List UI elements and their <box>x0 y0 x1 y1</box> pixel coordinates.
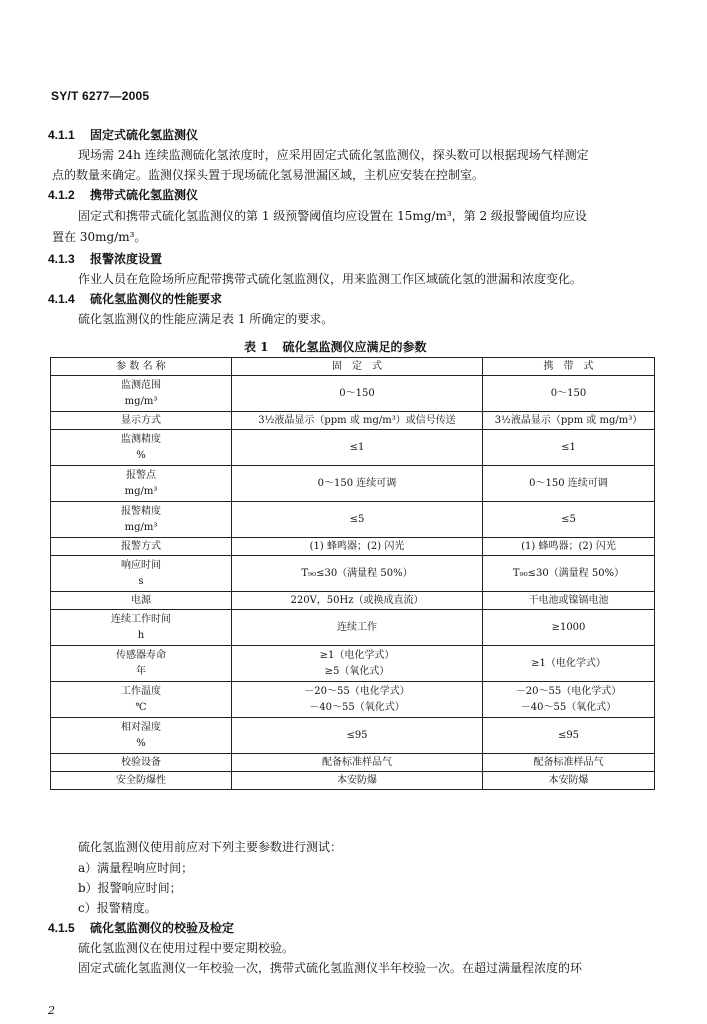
param-name: 校验设备 <box>51 754 232 772</box>
param-name: 报警精度 mg/m³ <box>51 502 232 538</box>
fixed-value: T₉₀≤30（满量程 50%） <box>232 556 483 592</box>
table-row <box>51 430 655 466</box>
portable-value: 本安防爆 <box>483 772 655 790</box>
section-4-1-3-heading: 4.1.3 报警浓度设置 <box>48 252 163 266</box>
fixed-value: 0～150 <box>232 376 483 412</box>
header-fixed: 固 定 式 <box>232 358 483 376</box>
fixed-value: ≤5 <box>232 502 483 538</box>
param-name: 电源 <box>51 592 232 610</box>
param-name: 安全防爆性 <box>51 772 232 790</box>
header-param-name: 参 数 名 称 <box>51 358 232 376</box>
fixed-value: 220V，50Hz（或换成直流） <box>232 592 483 610</box>
portable-value: －20～55（电化学式） －40～55（氧化式） <box>483 682 655 718</box>
fixed-value: ≤1 <box>232 430 483 466</box>
param-name: 响应时间 s <box>51 556 232 592</box>
portable-value: 3½液晶显示（ppm 或 mg/m³） <box>483 412 655 430</box>
table-header-row <box>51 358 655 376</box>
section-4-1-1-line-1: 现场需 24h 连续监测硫化氢浓度时，应采用固定式硫化氢监测仪，探头数可以根据现场气样测定 <box>78 148 589 162</box>
param-name: 报警方式 <box>51 538 232 556</box>
fixed-value: (1) 蜂鸣器；(2) 闪光 <box>232 538 483 556</box>
param-name: 监测范围 mg/m³ <box>51 376 232 412</box>
section-4-1-3-line-1: 作业人员在危险场所应配带携带式硫化氢监测仪，用来监测工作区域硫化氢的泄漏和浓度变化。 <box>78 272 583 286</box>
param-name: 监测精度 % <box>51 430 232 466</box>
portable-value: ≤5 <box>483 502 655 538</box>
header-portable: 携 带 式 <box>483 358 655 376</box>
parameter-table <box>50 357 655 790</box>
section-4-1-5-line-2: 固定式硫化氢监测仪一年校验一次，携带式硫化氢监测仪半年校验一次。在超过满量程浓度的环 <box>78 961 583 975</box>
table-row <box>51 754 655 772</box>
fixed-value: 3½液晶显示（ppm 或 mg/m³）或信号传送 <box>232 412 483 430</box>
table-row <box>51 502 655 538</box>
param-name: 工作温度 ℃ <box>51 682 232 718</box>
table-row <box>51 718 655 754</box>
section-4-1-1-heading: 4.1.1 固定式硫化氢监测仪 <box>48 128 199 142</box>
portable-value: 0～150 <box>483 376 655 412</box>
section-4-1-5-line-1: 硫化氢监测仪在使用过程中要定期校验。 <box>78 941 295 955</box>
page-number: 2 <box>48 1004 55 1017</box>
table-row <box>51 538 655 556</box>
param-name: 相对湿度 % <box>51 718 232 754</box>
table-row <box>51 610 655 646</box>
fixed-value: －20～55（电化学式） －40～55（氧化式） <box>232 682 483 718</box>
fixed-value: ≥1（电化学式） ≥5（氧化式） <box>232 646 483 682</box>
fixed-value: 连续工作 <box>232 610 483 646</box>
list-item: c）报警精度。 <box>78 901 157 915</box>
list-item: b）报警响应时间； <box>78 881 182 895</box>
table-caption: 表 1 硫化氢监测仪应满足的参数 <box>244 340 427 354</box>
table-row <box>51 556 655 592</box>
list-item: a）满量程响应时间； <box>78 861 194 875</box>
table-row <box>51 772 655 790</box>
table-row <box>51 682 655 718</box>
section-4-1-2-heading: 4.1.2 携带式硫化氢监测仪 <box>48 188 199 202</box>
portable-value: 配备标准样品气 <box>483 754 655 772</box>
portable-value: ≤1 <box>483 430 655 466</box>
fixed-value: 本安防爆 <box>232 772 483 790</box>
section-4-1-1-line-2: 点的数量来确定。监测仪探头置于现场硫化氢易泄漏区域，主机应安装在控制室。 <box>52 168 485 182</box>
portable-value: ≥1000 <box>483 610 655 646</box>
table-row <box>51 412 655 430</box>
section-4-1-5-heading: 4.1.5 硫化氢监测仪的校验及检定 <box>48 921 235 935</box>
portable-value: ≥1（电化学式） <box>483 646 655 682</box>
portable-value: (1) 蜂鸣器；(2) 闪光 <box>483 538 655 556</box>
fixed-value: 0～150 连续可调 <box>232 466 483 502</box>
section-4-1-4-heading: 4.1.4 硫化氢监测仪的性能要求 <box>48 292 223 306</box>
standard-code-header: SY/T 6277—2005 <box>51 89 150 103</box>
param-name: 显示方式 <box>51 412 232 430</box>
table-row <box>51 466 655 502</box>
fixed-value: 配备标准样品气 <box>232 754 483 772</box>
portable-value: ≤95 <box>483 718 655 754</box>
portable-value: T₉₀≤30（满量程 50%） <box>483 556 655 592</box>
param-name: 连续工作时间 h <box>51 610 232 646</box>
portable-value: 干电池或镍镉电池 <box>483 592 655 610</box>
table-row <box>51 376 655 412</box>
param-name: 报警点 mg/m³ <box>51 466 232 502</box>
table-row <box>51 592 655 610</box>
section-4-1-2-line-1: 固定式和携带式硫化氢监测仪的第 1 级预警阈值均应设置在 15mg/m³，第 2 级报警阈值均应设 <box>78 209 587 223</box>
test-intro: 硫化氢监测仪使用前应对下列主要参数进行测试： <box>78 840 343 854</box>
param-name: 传感器寿命 年 <box>51 646 232 682</box>
table-row <box>51 646 655 682</box>
section-4-1-2-line-2: 置在 30mg/m³。 <box>52 230 147 244</box>
portable-value: 0～150 连续可调 <box>483 466 655 502</box>
fixed-value: ≤95 <box>232 718 483 754</box>
section-4-1-4-line-1: 硫化氢监测仪的性能应满足表 1 所确定的要求。 <box>78 312 334 326</box>
